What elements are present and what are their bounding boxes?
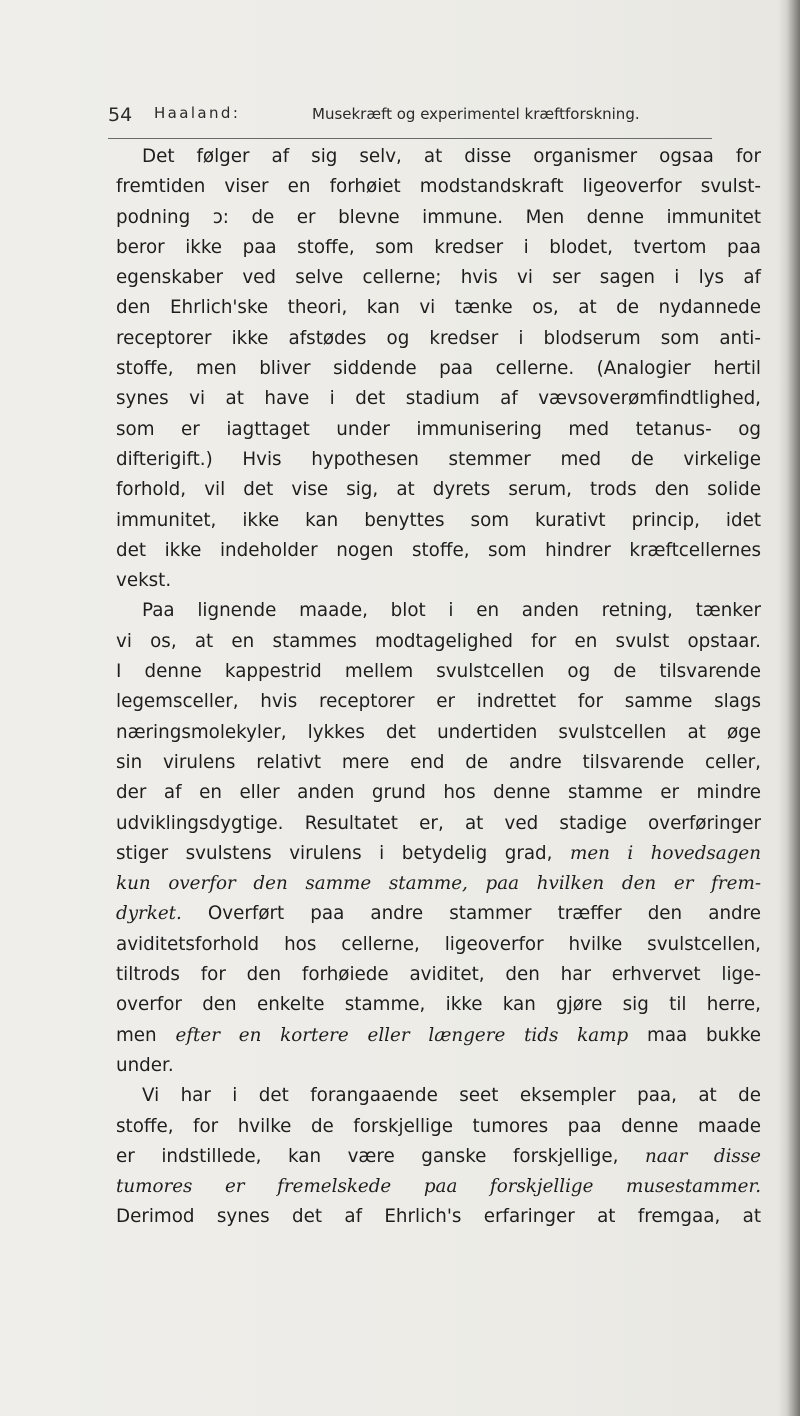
text-segment: stoffe, for hvilke de forskjellige tumores paa denne maade <box>116 1115 761 1137</box>
text-line <box>116 1112 761 1142</box>
text-segment: maa bukke <box>628 1024 761 1046</box>
text-line <box>116 203 761 233</box>
text-line <box>116 233 761 263</box>
text-segment: den Ehrlich'ske theori, kan vi tænke os, at de nydannede <box>116 297 761 319</box>
text-line <box>116 596 761 626</box>
text-segment: udviklingsdygtige. Resultatet er, at ved stadige overføringer <box>116 812 761 834</box>
text-segment: legemsceller, hvis receptorer er indrettet for samme slags <box>116 691 761 713</box>
text-line <box>116 930 761 960</box>
text-line <box>116 748 761 778</box>
text-line <box>116 506 761 536</box>
text-line <box>116 536 761 566</box>
text-line <box>116 718 761 748</box>
text-segment: Det følger af sig selv, at disse organismer ogsaa for <box>142 146 761 167</box>
text-line <box>116 142 761 172</box>
text-segment: men <box>116 1024 176 1046</box>
text-segment: der af en eller anden grund hos denne stamme er mindre <box>116 782 761 804</box>
text-line <box>116 415 761 445</box>
text-segment: Paa lignende maade, blot i en anden retning, tænker <box>142 600 761 622</box>
text-segment: vekst. <box>116 570 172 592</box>
text-line <box>116 839 761 869</box>
text-line <box>116 324 761 354</box>
text-segment: synes vi at have i det stadium af vævsoverømfindtlighed, <box>116 388 761 410</box>
body-text <box>116 142 761 1233</box>
text-line <box>116 990 761 1020</box>
text-line <box>116 778 761 808</box>
text-segment: I denne kappestrid mellem svulstcellen og de tilsvarende <box>116 661 761 683</box>
text-line <box>116 687 761 717</box>
italic-text: kun overfor den samme stamme, paa hvilken den er frem- <box>116 873 761 895</box>
text-line <box>116 1051 761 1081</box>
text-segment: Derimod synes det af Ehrlich's erfaringer at fremgaa, at <box>116 1206 761 1228</box>
italic-text: naar disse <box>645 1145 762 1167</box>
text-segment: næringsmolekyler, lykkes det undertiden svulstcellen at øge <box>116 721 761 743</box>
text-segment: stoffe, men bliver siddende paa cellerne. (Analogier hertil <box>116 358 761 380</box>
italic-text: dyrket. <box>116 903 182 925</box>
text-line <box>116 809 761 839</box>
text-segment: egenskaber ved selve cellerne; hvis vi ser sagen i lys af <box>116 267 761 289</box>
text-line <box>116 263 761 293</box>
page-edge-shadow <box>778 0 800 1416</box>
text-line <box>116 869 761 899</box>
text-segment: beror ikke paa stoffe, som kredser i blodet, tvertom paa <box>116 236 761 258</box>
text-segment: det ikke indeholder nogen stoffe, som hindrer kræftcellernes <box>116 539 761 561</box>
text-line <box>116 445 761 475</box>
text-segment: Overført paa andre stammer træffer den andre <box>181 903 761 925</box>
text-line <box>116 172 761 202</box>
text-segment: vi os, at en stammes modtagelighed for en svulst opstaar. <box>116 630 761 652</box>
running-head-title: Musekræft og experimentel kræftforskning. <box>312 105 640 123</box>
text-segment: aviditetsforhold hos cellerne, ligeoverfor hvilke svulstcellen, <box>116 933 761 955</box>
text-segment: tiltrods for den forhøiede aviditet, den har erhvervet lige- <box>116 964 761 986</box>
italic-text: tumores er fremelskede paa forskjellige musestammer. <box>116 1176 761 1198</box>
text-segment: fremtiden viser en forhøiet modstandskraft ligeoverfor svulst- <box>116 176 761 198</box>
text-line <box>116 384 761 414</box>
text-segment: forhold, vil det vise sig, at dyrets serum, trods den solide <box>116 479 761 501</box>
text-line <box>116 1202 761 1232</box>
text-segment: under. <box>116 1054 174 1076</box>
header-rule <box>108 138 712 139</box>
page-number: 54 <box>108 104 133 126</box>
text-segment: overfor den enkelte stamme, ikke kan gjøre sig til herre, <box>116 994 761 1016</box>
text-segment: sin virulens relativt mere end de andre tilsvarende celler, <box>116 751 761 773</box>
italic-text: efter en kortere eller længere tids kamp <box>175 1024 629 1046</box>
text-segment: Vi har i det forangaaende seet eksempler paa, at de <box>142 1085 761 1107</box>
text-segment: immunitet, ikke kan benyttes som kurativt princip, idet <box>116 509 761 531</box>
text-segment: stiger svulstens virulens i betydelig grad, <box>116 842 570 864</box>
text-line <box>116 1142 761 1172</box>
text-line <box>116 960 761 990</box>
text-line <box>116 354 761 384</box>
page-header <box>108 104 708 134</box>
text-segment: receptorer ikke afstødes og kredser i blodserum som anti- <box>116 327 761 349</box>
text-line <box>116 1081 761 1111</box>
text-line <box>116 627 761 657</box>
text-line <box>116 475 761 505</box>
text-line <box>116 566 761 596</box>
text-line <box>116 293 761 323</box>
text-segment: som er iagttaget under immunisering med tetanus- og <box>116 418 761 440</box>
italic-text: men i hovedsagen <box>569 842 761 864</box>
text-line <box>116 899 761 929</box>
text-segment: podning ɔ: de er blevne immune. Men denne immunitet <box>116 206 761 228</box>
text-line <box>116 1172 761 1202</box>
text-line <box>116 657 761 687</box>
running-head-author: Haaland: <box>154 104 241 122</box>
text-segment: er indstillede, kan være ganske forskjellige, <box>116 1145 645 1167</box>
text-segment: difterigift.) Hvis hypothesen stemmer med de virkelige <box>116 448 761 470</box>
text-line <box>116 1021 761 1051</box>
